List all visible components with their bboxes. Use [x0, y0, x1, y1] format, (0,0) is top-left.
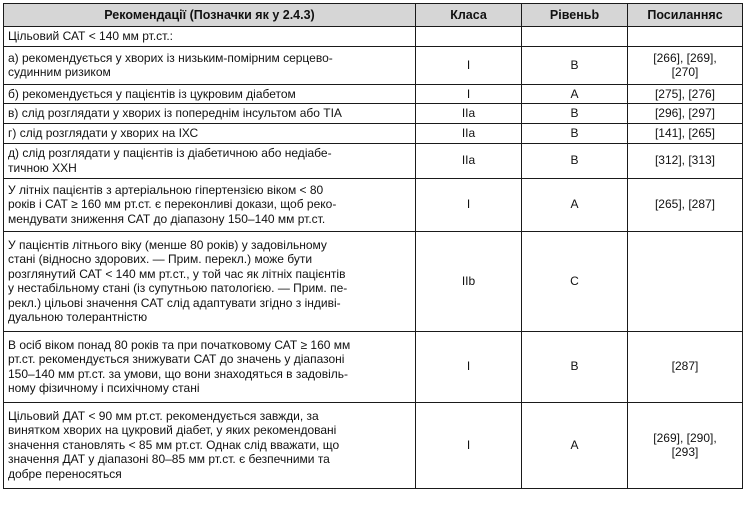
cell-references — [628, 178, 743, 231]
cell-level: C — [522, 231, 628, 331]
cell-recommendation-line: судинним ризиком — [8, 65, 111, 79]
cell-recommendation-line: стані (відносно здорових. — Прим. перекл.) може бути — [8, 252, 313, 266]
cell-recommendation — [4, 123, 416, 143]
cell-class: IIa — [416, 123, 522, 143]
cell-recommendation-line: рт.ст. рекомендується знижувати САТ до значень у діапазоні — [8, 352, 345, 366]
cell-references-line: [275], [276] — [654, 86, 716, 101]
cell-recommendation — [4, 178, 416, 231]
table-row — [4, 402, 743, 488]
cell-level: A — [522, 84, 628, 104]
cell-recommendation-line: добре переносяться — [8, 466, 122, 481]
cell-recommendation-line: винятком хворих на цукровий діабет, у яких рекомендовані — [8, 423, 337, 438]
cell-recommendation-line: мендувати зниження САТ до діапазону 150–140 мм рт.ст. — [8, 211, 326, 226]
cell-references — [628, 84, 743, 104]
cell-level: B — [522, 104, 628, 124]
cell-class: I — [416, 402, 522, 488]
cell-recommendation-line: б) рекомендується у пацієнтів із цукровим діабетом — [8, 86, 296, 101]
cell-references — [628, 143, 743, 178]
cell-class: I — [416, 178, 522, 231]
table-row — [4, 123, 743, 143]
table-row — [4, 104, 743, 124]
cell-references-line: [265], [287] — [654, 197, 716, 212]
cell-class: IIa — [416, 143, 522, 178]
cell-level: A — [522, 178, 628, 231]
table-row — [4, 46, 743, 84]
cell-recommendation-line: а) рекомендується у хворих із низьким-помірним серцево- — [8, 50, 333, 65]
header-row — [4, 4, 743, 27]
cell-class: I — [416, 84, 522, 104]
cell-level: A — [522, 402, 628, 488]
cell-class — [416, 27, 522, 47]
cell-references — [628, 123, 743, 143]
cell-recommendation — [4, 402, 416, 488]
cell-level: B — [522, 331, 628, 402]
cell-class: I — [416, 331, 522, 402]
cell-level — [522, 27, 628, 47]
cell-recommendation-line: д) слід розглядати у пацієнтів із діабетичною або недіабе- — [8, 146, 332, 160]
cell-recommendation-line: значення ДАТ у діапазоні 80–85 мм рт.ст. є безпечними та — [8, 452, 330, 467]
cell-recommendation-line: У пацієнтів літнього віку (менше 80 років) у задовільному — [8, 237, 327, 252]
cell-recommendation-line: Цільовий САТ < 140 мм рт.ст.: — [8, 29, 173, 43]
cell-recommendation-line: розглянутий САТ < 140 мм рт.ст., у той час як літніх пацієнтів — [8, 266, 346, 281]
cell-recommendation — [4, 84, 416, 104]
table-row — [4, 178, 743, 231]
table-row — [4, 27, 743, 47]
cell-references-line: [287] — [671, 359, 699, 374]
cell-recommendation-line: у нестабільному стані (із супутньою патологією. — Прим. пе- — [8, 281, 348, 295]
cell-recommendation — [4, 104, 416, 124]
cell-recommendation — [4, 143, 416, 178]
cell-recommendation-line: тичною ХХН — [8, 160, 77, 175]
cell-level: B — [522, 123, 628, 143]
cell-references — [628, 46, 743, 84]
header-class: Класа — [416, 4, 522, 27]
cell-references-line: [270] — [671, 65, 699, 79]
cell-references-line: [141], [265] — [654, 125, 716, 140]
cell-references-line: [296], [297] — [654, 106, 716, 120]
cell-level: B — [522, 143, 628, 178]
cell-references-line: [269], [290], — [653, 430, 717, 445]
header-level: Рівеньb — [522, 4, 628, 27]
cell-recommendation — [4, 27, 416, 47]
cell-class: IIa — [416, 104, 522, 124]
cell-recommendation-line: значення становлять < 85 мм рт.ст. Однак слід вважати, що — [8, 437, 340, 452]
cell-recommendation — [4, 231, 416, 331]
cell-recommendation-line: рекл.) цільові значення САТ слід адаптувати згідно з індиві- — [8, 295, 341, 310]
table-row — [4, 143, 743, 178]
cell-recommendation — [4, 46, 416, 84]
cell-recommendation-line: років і САТ ≥ 160 мм рт.ст. є переконливі докази, щоб реко- — [8, 197, 337, 212]
cell-recommendation-line: г) слід розглядати у хворих на ІХС — [8, 125, 199, 140]
table-row — [4, 84, 743, 104]
cell-references — [628, 104, 743, 124]
cell-references — [628, 231, 743, 331]
cell-references — [628, 27, 743, 47]
cell-references-line: [312], [313] — [654, 153, 716, 168]
cell-recommendation — [4, 331, 416, 402]
cell-references — [628, 331, 743, 402]
cell-recommendation-line: Цільовий ДАТ < 90 мм рт.ст. рекомендується завжди, за — [8, 408, 319, 423]
cell-class: I — [416, 46, 522, 84]
cell-class: IIb — [416, 231, 522, 331]
header-recommendation: Рекомендації (Позначки як у 2.4.3) — [4, 4, 416, 27]
recommendations-table — [3, 3, 743, 489]
header-references: Посиланняc — [628, 4, 743, 27]
cell-recommendation-line: В осіб віком понад 80 років та при початковому САТ ≥ 160 мм — [8, 337, 351, 352]
cell-recommendation-line: в) слід розглядати у хворих із попереднім інсультом або TIA — [8, 106, 342, 120]
cell-references — [628, 402, 743, 488]
cell-recommendation-line: ному фізичному і психічному стані — [8, 381, 200, 395]
cell-recommendation-line: У літніх пацієнтів з артеріальною гіпертензією віком < 80 — [8, 182, 324, 197]
cell-recommendation-line: 150–140 мм рт.ст. за умови, що вони знаходяться в задовіль- — [8, 366, 349, 381]
table-row — [4, 331, 743, 402]
cell-level: B — [522, 46, 628, 84]
table-row — [4, 231, 743, 331]
cell-recommendation-line: дуальною толерантністю — [8, 310, 148, 324]
cell-references-line: [266], [269], — [653, 50, 717, 65]
cell-references-line: [293] — [671, 445, 699, 459]
